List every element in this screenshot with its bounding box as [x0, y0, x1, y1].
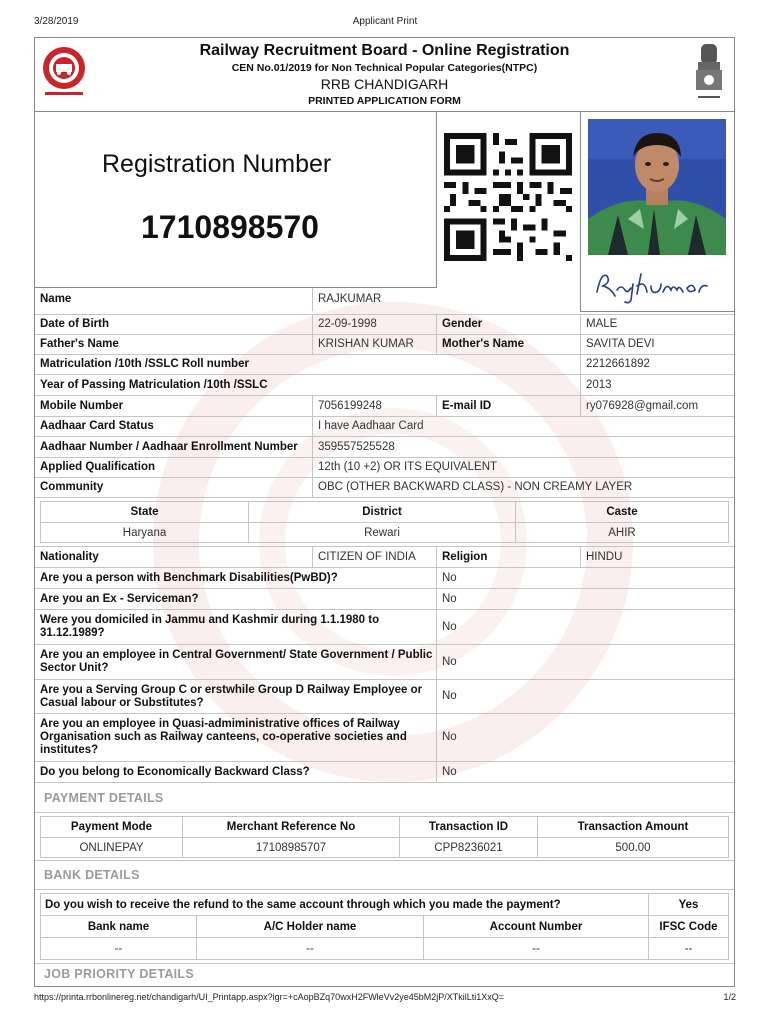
- payment-table: [40, 816, 729, 858]
- payment-section-title: PAYMENT DETAILS: [44, 791, 164, 805]
- bank-header-row: [41, 916, 728, 938]
- row-dob: [35, 314, 734, 334]
- question-text: Are you a Serving Group C or erstwhile Group D Railway Employee or Casual labour or Substitutes?: [40, 683, 423, 709]
- gender-value: MALE: [580, 315, 734, 334]
- question-text: Are you an employee in Quasi-admiministrative offices of Railway Organisation such as Railway canteens, co-operative societies and institutes?: [40, 718, 407, 756]
- email-label: E-mail ID: [436, 396, 580, 416]
- mother-label: Mother's Name: [436, 335, 580, 354]
- ifsc-header: IFSC Code: [648, 916, 728, 937]
- father-value: KRISHAN KUMAR: [312, 335, 436, 354]
- ac-holder-header: A/C Holder name: [196, 916, 423, 937]
- aadhaar-number-value: 359557525528: [312, 437, 734, 457]
- caste-value: AHIR: [515, 523, 728, 543]
- ac-holder-value: --: [196, 938, 423, 959]
- question-row: [35, 567, 734, 588]
- bank-name-value: --: [114, 942, 123, 955]
- community-value: OBC (OTHER BACKWARD CLASS) - NON CREAMY LAYER: [312, 478, 734, 497]
- row-aadhaar-status: [35, 416, 734, 436]
- job-priority-title: JOB PRIORITY DETAILS: [44, 967, 194, 981]
- row-community: [35, 477, 734, 497]
- print-footer: [34, 992, 736, 1002]
- print-date: 3/28/2019: [34, 16, 79, 27]
- matric-roll-label: Matriculation /10th /SSLC Roll number: [40, 358, 249, 370]
- cen-number: CEN No.01/2019 for Non Technical Popular Categories(NTPC): [231, 62, 538, 74]
- bank-name-header: Bank name: [87, 920, 150, 933]
- question-text: Are you an Ex - Serviceman?: [40, 592, 199, 605]
- payment-mode-header: Payment Mode: [70, 821, 153, 833]
- form-title: PRINTED APPLICATION FORM: [308, 95, 461, 107]
- question-answer: No: [436, 714, 734, 761]
- question-answer: No: [436, 589, 734, 609]
- row-contact: [35, 395, 734, 416]
- location-table: [40, 501, 729, 543]
- row-matric-year: [35, 374, 734, 395]
- question-answer: No: [436, 680, 734, 713]
- question-answer: No: [436, 610, 734, 644]
- matric-year-value: 2013: [580, 375, 734, 395]
- location-row: [35, 497, 734, 546]
- application-form: [34, 37, 735, 987]
- dob-value: 22-09-1998: [312, 315, 436, 334]
- state-value: Haryana: [122, 527, 167, 539]
- national-emblem-icon: [692, 42, 726, 106]
- transaction-id-value: CPP8236021: [399, 838, 537, 858]
- row-aadhaar-number: [35, 436, 734, 457]
- matric-year-label: Year of Passing Matriculation /10th /SSLC: [40, 378, 268, 391]
- question-row: [35, 644, 734, 679]
- gender-label: Gender: [436, 315, 580, 334]
- dob-label: Date of Birth: [40, 318, 109, 330]
- email-value: ry076928@gmail.com: [580, 396, 734, 416]
- payment-mode-value: ONLINEPAY: [79, 842, 144, 854]
- question-text: Do you belong to Economically Backward Class?: [40, 765, 310, 778]
- bank-value-row: [41, 938, 728, 959]
- religion-label: Religion: [436, 547, 580, 567]
- print-title: Applicant Print: [352, 16, 418, 27]
- transaction-amount-header: Transaction Amount: [537, 817, 728, 837]
- question-row: [35, 609, 734, 644]
- nationality-value: CITIZEN OF INDIA: [312, 547, 436, 567]
- question-text: Were you domiciled in Jammu and Kashmir during 1.1.1980 to 31.12.1989?: [40, 614, 380, 639]
- community-label: Community: [40, 481, 104, 493]
- question-text: Are you a person with Benchmark Disabilities(PwBD)?: [40, 571, 338, 584]
- bank-section-title: BANK DETAILS: [44, 868, 140, 882]
- religion-value: HINDU: [580, 547, 734, 567]
- row-parents: [35, 334, 734, 354]
- qr-code-icon: [444, 133, 572, 261]
- ifsc-value: --: [648, 938, 728, 959]
- payment-table-row: [35, 812, 734, 860]
- district-value: Rewari: [248, 523, 515, 543]
- location-header-row: [41, 502, 728, 523]
- payment-header-row: [41, 817, 728, 838]
- merchant-ref-value: 17108985707: [182, 838, 399, 858]
- row-nationality: [35, 546, 734, 567]
- registration-block: [35, 112, 437, 288]
- bank-section-row: [35, 860, 734, 889]
- account-number-value: --: [423, 938, 648, 959]
- rrb-name: RRB CHANDIGARH: [320, 76, 449, 92]
- applicant-photo-box: [580, 112, 734, 312]
- row-qualification: [35, 457, 734, 477]
- nationality-label: Nationality: [40, 550, 99, 563]
- refund-row: [41, 894, 728, 916]
- state-header: State: [130, 506, 159, 518]
- board-title: Railway Recruitment Board - Online Registration: [199, 42, 570, 59]
- qualification-label: Applied Qualification: [40, 461, 156, 473]
- refund-answer: Yes: [648, 894, 728, 915]
- father-label: Father's Name: [40, 338, 119, 350]
- applicant-photo: [588, 119, 726, 255]
- caste-header: Caste: [515, 502, 728, 522]
- question-row: [35, 761, 734, 782]
- question-row: [35, 588, 734, 609]
- payment-section-row: [35, 782, 734, 812]
- refund-question: Do you wish to receive the refund to the same account through which you made the payment?: [45, 898, 561, 911]
- question-row: [35, 679, 734, 713]
- question-text: Are you an employee in Central Government/ State Government / Public Sector Unit?: [40, 649, 433, 674]
- row-name: [35, 288, 734, 311]
- location-value-row: [41, 523, 728, 543]
- transaction-amount-value: 500.00: [537, 838, 728, 858]
- qualification-value: 12th (10 +2) OR ITS EQUIVALENT: [312, 458, 734, 477]
- page-number: 1/2: [723, 992, 736, 1002]
- payment-value-row: [41, 838, 728, 858]
- bank-table: [40, 893, 729, 960]
- question-answer: No: [436, 762, 734, 782]
- account-number-header: Account Number: [423, 916, 648, 937]
- job-priority-row: [35, 963, 734, 987]
- question-row: [35, 713, 734, 761]
- mobile-label: Mobile Number: [40, 399, 124, 412]
- name-value: RAJKUMAR: [312, 288, 580, 311]
- registration-number: 1710898570: [141, 209, 319, 245]
- question-answer: No: [436, 645, 734, 679]
- bank-table-row: [35, 889, 734, 963]
- form-header: [35, 38, 734, 112]
- aadhaar-status-label: Aadhaar Card Status: [40, 420, 154, 432]
- page-url: https://printa.rrbonlinereg.net/chandigarh/UI_Printapp.aspx?igr=+cAopBZq70wxH2FWleVv2ye45bM2jP/XTkilLti1XxQ=: [34, 992, 504, 1002]
- mother-value: SAVITA DEVI: [580, 335, 734, 354]
- aadhaar-number-label: Aadhaar Number / Aadhaar Enrollment Number: [40, 440, 298, 453]
- row-matric-roll: [35, 354, 734, 374]
- transaction-id-header: Transaction ID: [399, 817, 537, 837]
- mobile-value: 7056199248: [312, 396, 436, 416]
- district-header: District: [248, 502, 515, 522]
- registration-label: Registration Number: [102, 150, 332, 178]
- question-answer: No: [436, 568, 734, 588]
- print-header: [34, 16, 736, 32]
- aadhaar-status-value: I have Aadhaar Card: [312, 417, 734, 436]
- merchant-ref-header: Merchant Reference No: [182, 817, 399, 837]
- name-label: Name: [40, 293, 72, 305]
- matric-roll-value: 2212661892: [580, 355, 734, 374]
